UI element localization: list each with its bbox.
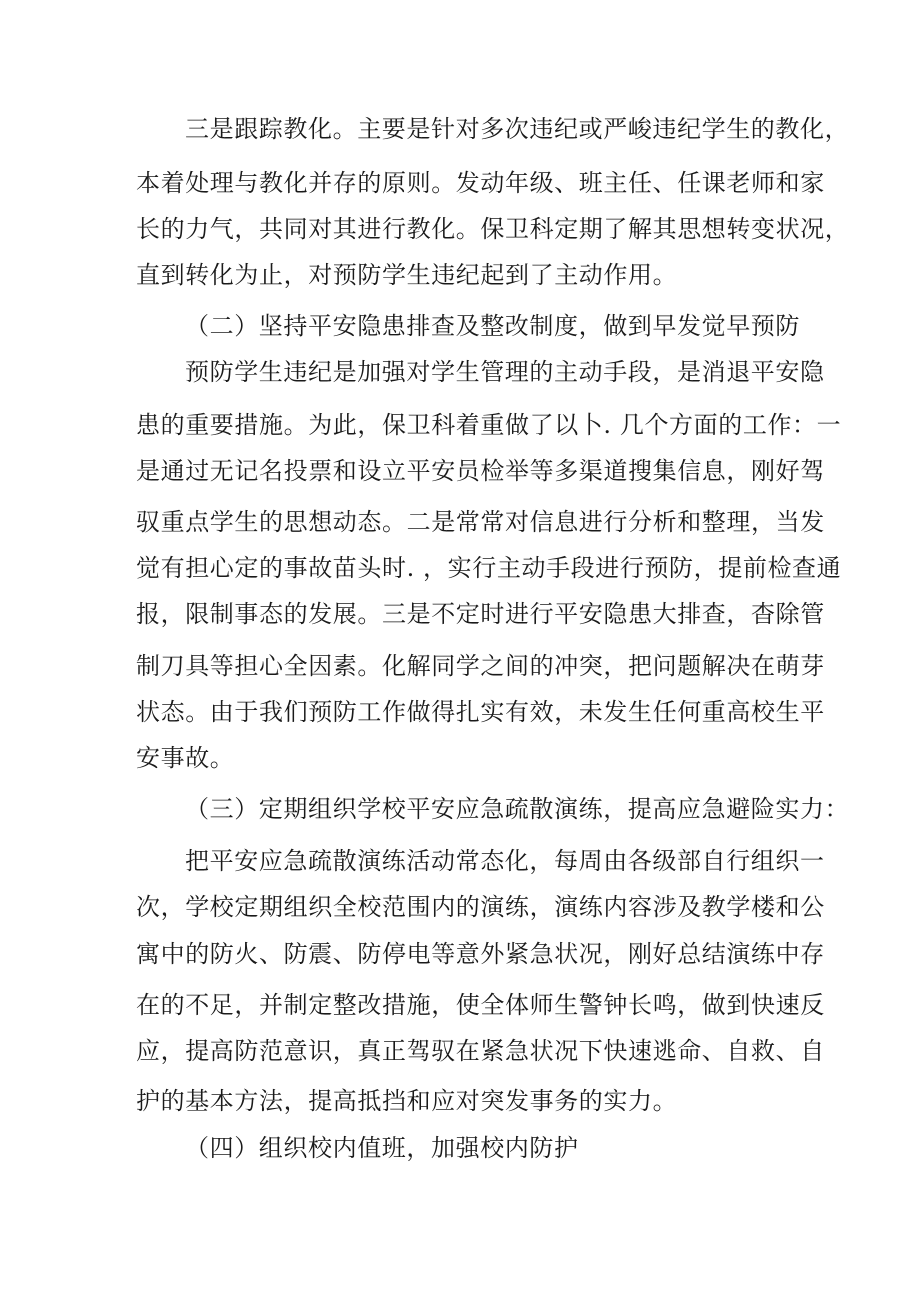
paragraph-line: 应，提高防范意识，真正驾驭在紧急状况下快速逃命、自救、自 (136, 1037, 825, 1065)
paragraph-line: 在的不足，并制定整改措施，使全体师生警钟长鸣，做到快速反 (136, 991, 825, 1019)
paragraph-line: 次，学校定期组织全校范围内的演练，演练内容涉及教学楼和公 (136, 893, 825, 921)
paragraph-line: 本着处理与教化并存的原则。发动年级、班主任、任课老师和家 (136, 169, 825, 197)
paragraph-line: 三是跟踪教化。主要是针对多次违纪或严峻违纪学生的教化， (185, 115, 850, 143)
paragraph-line: 安事故。 (136, 744, 235, 772)
paragraph-line: 制刀具等担心全因素。化解同学之间的冲突，把问题解决在萌芽 (136, 652, 825, 680)
paragraph-line: 预防学生违纪是加强对学生管理的主动手段，是消退平安隐 (185, 358, 825, 386)
paragraph-line: 把平安应急疏散演练活动常态化，每周由各级部自行组织一 (185, 847, 825, 875)
paragraph-line: 觉有担心定的事故苗头时. ，实行主动手段进行预防，提前检查通 (136, 554, 842, 582)
paragraph-line: 是通过无记名投票和设立平安员检举等多渠道搜集信息，刚好驾 (136, 457, 825, 485)
paragraph-line: 报，限制事态的发展。三是不定时进行平安隐患大排查，杳除管 (136, 600, 825, 628)
section-heading-2: （二）坚持平安隐患排查及整改制度，做到早发觉早预防 (185, 312, 800, 340)
section-heading-4: （四）组织校内值班，加强校内防护 (185, 1134, 579, 1162)
paragraph-line: 驭重点学生的思想动态。二是常常对信息进行分析和整理，当发 (136, 508, 825, 536)
paragraph-line: 长的力气，共同对其进行教化。保卫科定期了解其思想转变状况， (136, 215, 850, 243)
section-heading-3: （三）定期组织学校平安应急疏散演练，提高应急避险实力： (185, 795, 850, 823)
paragraph-line: 状态。由于我们预防工作做得扎实有效，未发生任何重高校生平 (136, 698, 825, 726)
paragraph-line: 患的重要措施。为此，保卫科着重做了以卜. 几个方面的工作：一 (136, 411, 842, 439)
paragraph-line: 护的基本方法，提高抵挡和应对突发事务的实力。 (136, 1087, 678, 1115)
paragraph-line: 寓中的防火、防震、防停电等意外紧急状况，刚好总结演练中存 (136, 940, 825, 968)
paragraph-line: 直到转化为止，对预防学生违纪起到了主动作用。 (136, 261, 678, 289)
